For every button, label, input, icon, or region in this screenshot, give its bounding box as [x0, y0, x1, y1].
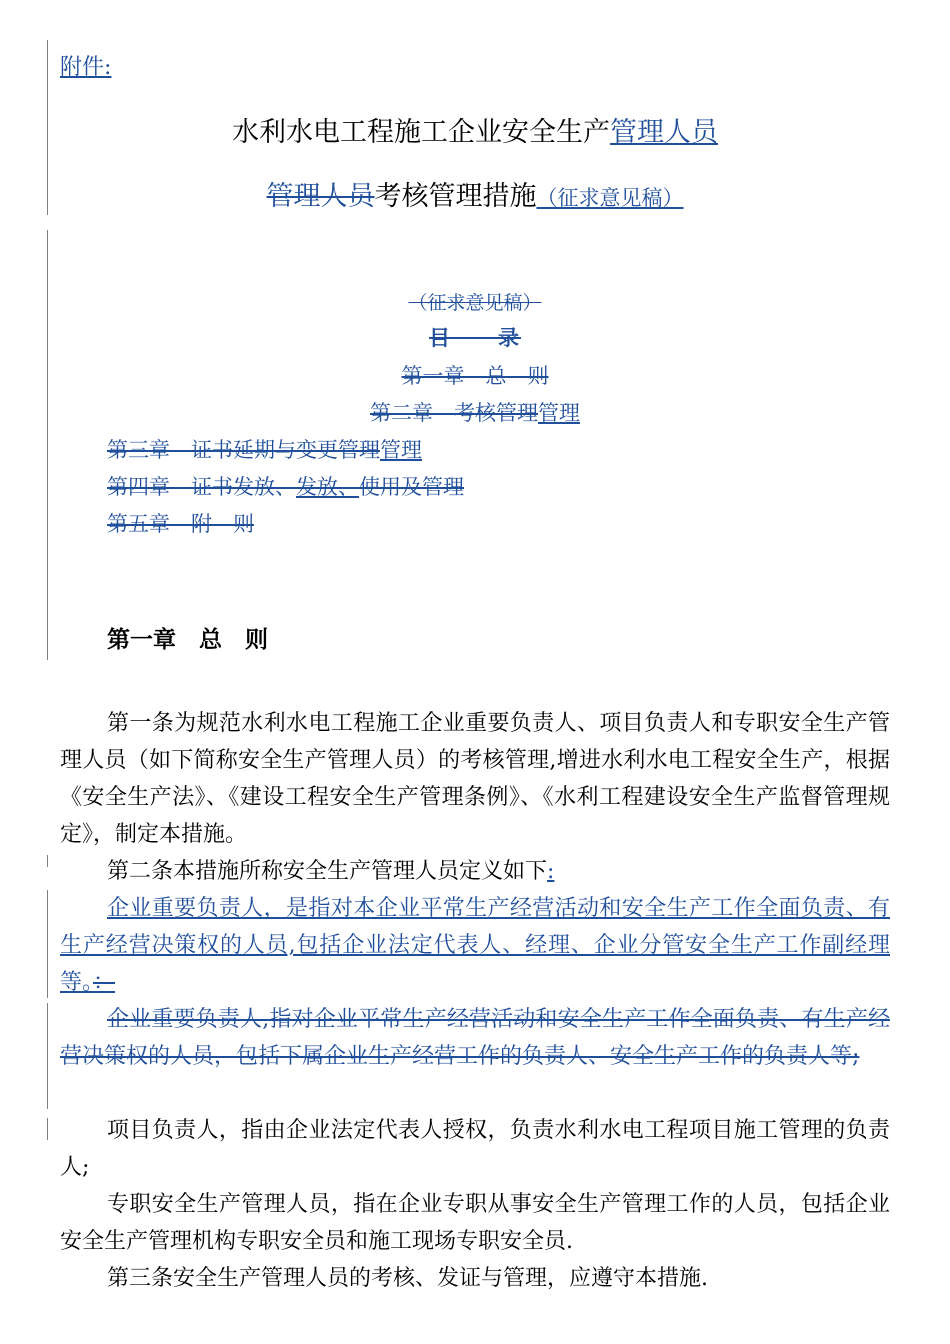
toc-item-text: 第四章 证书发放、 — [107, 475, 296, 499]
title-insertion: 管理人员 — [610, 117, 718, 148]
toc-item-text: 第二章 考核管理 — [370, 401, 538, 425]
definition-safety-officer: 专职安全生产管理人员，指在企业专职从事安全生产管理工作的人员，包括企业安全生产管理机构专职安全员和施工现场专职安全员. — [60, 1192, 890, 1254]
article-2-text: 第二条本措施所称安全生产管理人员定义如下 — [107, 859, 548, 884]
title-text: 考核管理措施 — [374, 181, 537, 212]
revision-bar — [47, 890, 48, 998]
document-title-line1 — [0, 110, 950, 149]
toc-subtitle-deleted: （征求意见稿） — [408, 292, 542, 314]
toc-item-text: 第三章 证书延期与变更管理 — [107, 438, 380, 462]
document-title-line2 — [0, 174, 950, 213]
toc-item-chapter2 — [0, 397, 950, 427]
toc-item-chapter5 — [107, 508, 254, 538]
toc-item-text: 第一章 总 则 — [401, 364, 549, 388]
toc-item-chapter3 — [107, 434, 422, 464]
attachment-label: 附件: — [60, 55, 112, 80]
toc-item-insertion: 管理 — [538, 401, 580, 425]
toc-item-text: 第五章 附 则 — [107, 512, 254, 536]
chapter1-heading: 第一章 总 则 — [107, 627, 268, 653]
toc-item-chapter1 — [0, 360, 950, 390]
toc-item-text: 使用及管理 — [359, 475, 464, 499]
article-3: 第三条安全生产管理人员的考核、发证与管理，应遵守本措施. — [107, 1266, 708, 1291]
toc-heading-deleted: 目 录 — [429, 325, 521, 350]
toc-item-revision: 发放、 — [296, 475, 359, 499]
definition-principal-deleted: 企业重要负责人,指对企业平常生产经营活动和安全生产工作全面负责、有生产经营决策权的人员，包括下属企业生产经营工作的负责人、安全生产工作的负责人等; — [60, 1007, 890, 1069]
toc-item-chapter4 — [107, 471, 464, 501]
title-subtitle-insertion: （征求意见稿） — [536, 186, 684, 210]
article-2 — [60, 853, 890, 890]
article-1: 第一条为规范水利水电工程施工企业重要负责人、项目负责人和专职安全生产管理人员（如下简称安全生产管理人员）的考核管理,增进水利水电工程安全生产，根据《安全生产法》、《建设工程安全生产管理条例》、《水利工程建设安全生产监督管理规定》，制定本措施。 — [60, 711, 890, 847]
title-deletion: 管理人员 — [266, 181, 375, 212]
title-text: 水利水电工程施工企业安全生产 — [232, 117, 610, 148]
definition-revision-mark: ： — [93, 970, 116, 995]
revision-bar — [47, 855, 48, 867]
definition-inserted-text: 企业重要负责人，是指对本企业平常生产经营活动和安全生产工作全面负责、有生产经营决策权的人员,包括企业法定代表人、经理、企业分管安全生产工作副经理等。 — [60, 896, 890, 995]
definition-principal-inserted — [60, 890, 890, 1001]
article-2-insertion: : — [547, 859, 555, 884]
revision-bar — [47, 1003, 48, 1109]
definition-project-manager: 项目负责人，指由企业法定代表人授权，负责水利水电工程项目施工管理的负责人; — [60, 1118, 890, 1180]
toc-item-insertion: 管理 — [380, 438, 422, 462]
revision-bar — [47, 1118, 48, 1140]
